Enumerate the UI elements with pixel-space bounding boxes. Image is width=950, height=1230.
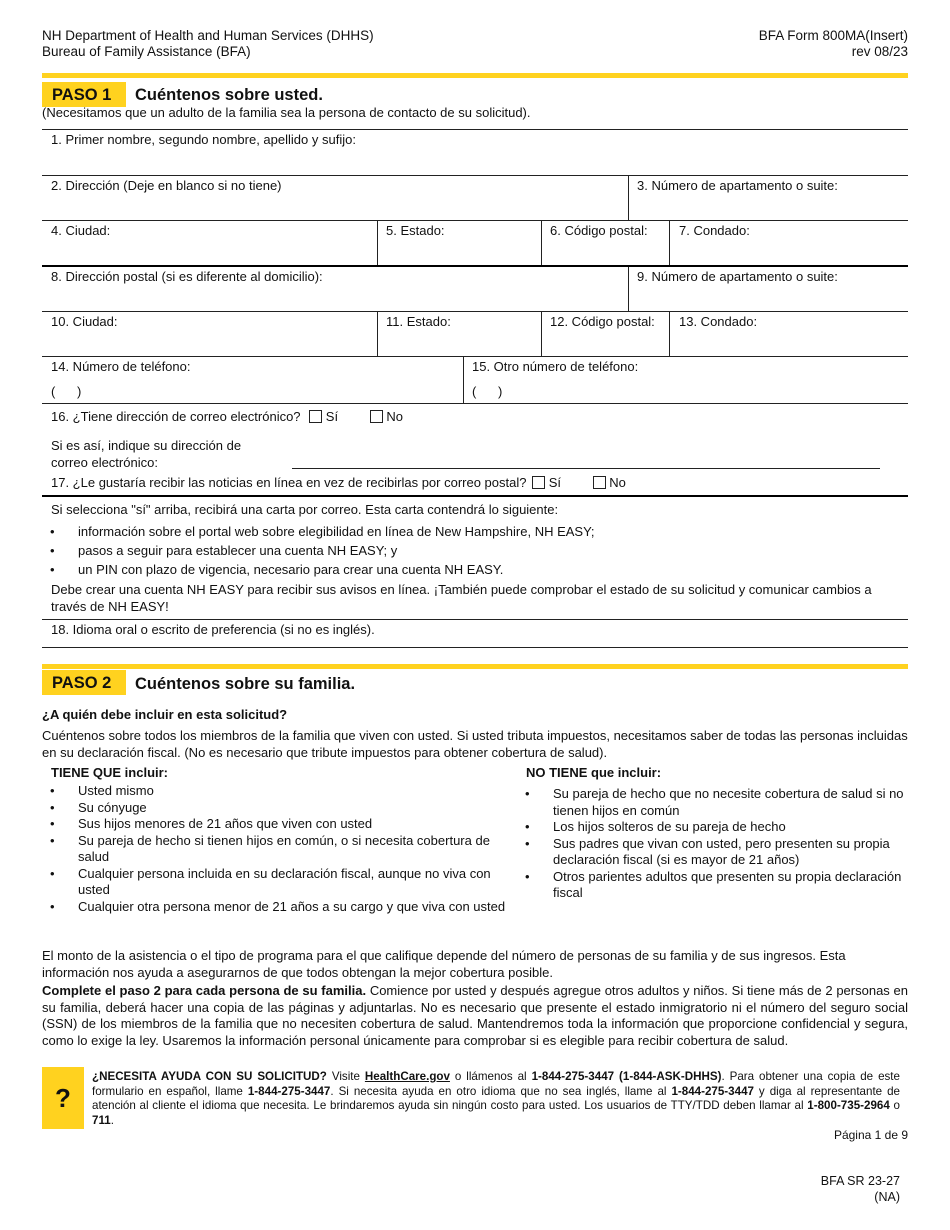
- field-zip[interactable]: 6. Código postal:: [550, 223, 648, 238]
- q16-no-checkbox[interactable]: [370, 410, 383, 423]
- field-other-phone[interactable]: ( ): [472, 384, 503, 399]
- form-rule: [42, 175, 908, 176]
- healthcare-gov-link[interactable]: HealthCare.gov: [364, 1070, 450, 1083]
- paso1-badge: PASO 1: [42, 82, 126, 107]
- form-rule: [42, 403, 908, 404]
- q16-yes-checkbox[interactable]: [309, 410, 322, 423]
- complete-bold: Complete el paso 2 para cada persona de su familia.: [42, 983, 367, 998]
- form-rule: [42, 619, 908, 620]
- exclude-list: [517, 786, 905, 902]
- q17-no-checkbox[interactable]: [593, 476, 606, 489]
- complete-text: [42, 983, 908, 1049]
- list-item: • Sus padres que vivan con usted, pero presenten su propia declaración fiscal (si es mayor de 21 años): [517, 836, 905, 869]
- header-agency: [42, 28, 374, 60]
- form-divider: [669, 311, 670, 357]
- list-item: • Los hijos solteros de su pareja de hecho: [517, 819, 905, 836]
- form-rule: [42, 495, 908, 497]
- complete-rest: Comience por usted y después agregue otros adultos y niños. Si tiene más de 2 personas en su familia, deberá hacer una copia de las páginas y adjuntarlas. No es necesario que presente el estado inmigratorio ni el número del seguro social (SSN) de los miembros de la familia que no necesiten cobertura de salud. Mantendremos toda la información que proporcione confidencial y segura, como lo exige la ley. Usaremos la información personal únicamente para comprobar si es elegible para recibir cobertura de salud.: [42, 983, 909, 1048]
- q17-yes-label: Sí: [548, 475, 562, 490]
- help-t3: . Para obtener una copia de este formulario en español, llame: [92, 1070, 900, 1098]
- field-other-phone-label: 15. Otro número de teléfono:: [472, 359, 639, 374]
- field-mailing-address[interactable]: 8. Dirección postal (si es diferente al domicilio):: [51, 269, 323, 284]
- form-rule: [42, 647, 908, 648]
- form-rule: [42, 220, 908, 221]
- form-divider: [377, 311, 378, 357]
- list-item: • Su pareja de hecho que no necesite cobertura de salud si no tienen hijos en común: [517, 786, 905, 819]
- field-full-name[interactable]: 1. Primer nombre, segundo nombre, apellido y sufijo:: [51, 132, 356, 147]
- email-prompt-line2: correo electrónico:: [51, 454, 158, 470]
- q17-no-label: No: [609, 475, 626, 490]
- footer-code: [821, 1173, 900, 1205]
- field-apt[interactable]: 3. Número de apartamento o suite:: [637, 178, 838, 193]
- paso1-subtitle: (Necesitamos que un adulto de la familia sea la persona de contacto de su solicitud).: [42, 105, 531, 120]
- help-text: [92, 1070, 900, 1128]
- amount-text: El monto de la asistencia o el tipo de programa para el que califique depende del número de personas de su familia y de sus ingresos. Esta información nos ayuda a asegurarnos de que todos obtengan la mejor cobertura posible.: [42, 948, 846, 980]
- email-input-line[interactable]: [292, 468, 880, 469]
- nh-easy-note: Debe crear una cuenta NH EASY para recibir sus avisos en línea. ¡También puede comprobar el estado de su solicitud y comunicar cambios a través de NH EASY!: [51, 582, 872, 614]
- include-list: [42, 783, 512, 915]
- q17-online-notices: [51, 475, 626, 490]
- field-state[interactable]: 5. Estado:: [386, 223, 445, 238]
- q17-label: 17. ¿Le gustaría recibir las noticias en línea en vez de recibirlas por correo postal?: [51, 475, 527, 490]
- help-t6: o: [889, 1099, 900, 1112]
- header-rev: rev 08/23: [851, 44, 908, 59]
- form-rule: [42, 265, 908, 267]
- help-t7: .: [110, 1113, 114, 1127]
- page-number: Página 1 de 9: [833, 1128, 908, 1142]
- q16-email: [51, 409, 403, 424]
- form-divider: [541, 311, 542, 357]
- include-heading: TIENE QUE incluir:: [51, 765, 169, 780]
- help-tty: 1-800-735-2964: [807, 1099, 890, 1112]
- help-question-icon: ?: [42, 1067, 84, 1129]
- form-divider: [541, 220, 542, 266]
- help-phone-spanish: 1-844-275-3447: [247, 1084, 331, 1098]
- si-note: Si selecciona "sí" arriba, recibirá una carta por correo. Esta carta contendrá lo siguiente:: [51, 502, 559, 517]
- header-dept: NH Department of Health and Human Services (DHHS): [42, 28, 374, 43]
- footer-na: (NA): [874, 1190, 900, 1204]
- header-form: BFA Form 800MA(Insert): [758, 28, 908, 43]
- list-item: • Sus hijos menores de 21 años que viven con usted: [42, 816, 512, 833]
- header-bureau: Bureau of Family Assistance (BFA): [42, 44, 251, 59]
- q16-no-label: No: [386, 409, 403, 424]
- help-phone-main: 1-844-275-3447 (1-844-ASK-DHHS): [531, 1070, 722, 1083]
- help-phone-language: 1-844-275-3447: [671, 1084, 754, 1098]
- paso2-title: Cuéntenos sobre su familia.: [135, 675, 356, 693]
- who-heading: ¿A quién debe incluir en esta solicitud?: [42, 707, 288, 722]
- q16-yes-label: Sí: [325, 409, 339, 424]
- help-t1: Visite: [326, 1070, 365, 1083]
- help-t4: . Si necesita ayuda en otro idioma que no sea inglés, llame al: [330, 1084, 672, 1098]
- list-item: • Su cónyuge: [42, 800, 512, 817]
- header-form-id: [759, 28, 908, 60]
- form-divider: [669, 220, 670, 266]
- email-prompt: [51, 438, 241, 471]
- field-mailing-state[interactable]: 11. Estado:: [386, 314, 451, 329]
- q17-yes-checkbox[interactable]: [532, 476, 545, 489]
- form-divider: [628, 175, 629, 221]
- form-divider: [377, 220, 378, 266]
- form-rule: [42, 356, 908, 357]
- list-item: • Su pareja de hecho si tienen hijos en común, o si necesita cobertura de salud: [42, 833, 512, 866]
- list-item: • un PIN con plazo de vigencia, necesario para crear una cuenta NH EASY.: [42, 562, 902, 579]
- field-mailing-county[interactable]: 13. Condado:: [679, 314, 758, 329]
- field-city[interactable]: 4. Ciudad:: [51, 223, 111, 238]
- footer-form-code: BFA SR 23-27: [820, 1174, 900, 1188]
- exclude-heading: NO TIENE que incluir:: [526, 765, 662, 780]
- paso2-badge: PASO 2: [42, 670, 126, 695]
- form-rule: [42, 311, 908, 312]
- field-mailing-city[interactable]: 10. Ciudad:: [51, 314, 118, 329]
- field-phone-label: 14. Número de teléfono:: [51, 359, 191, 374]
- field-county[interactable]: 7. Condado:: [679, 223, 750, 238]
- section-divider-bar: [42, 664, 908, 669]
- field-address[interactable]: 2. Dirección (Deje en blanco si no tiene): [51, 178, 282, 193]
- field-mailing-apt[interactable]: 9. Número de apartamento o suite:: [637, 269, 838, 284]
- list-item: • Cualquier otra persona menor de 21 años a su cargo y que viva con usted: [42, 899, 512, 916]
- field-phone[interactable]: ( ): [51, 384, 82, 399]
- help-tty-711: 711: [92, 1113, 111, 1127]
- list-item: • información sobre el portal web sobre elegibilidad en línea de New Hampshire, NH EASY;: [42, 524, 902, 541]
- who-text: Cuéntenos sobre todos los miembros de la familia que viven con usted. Si usted tributa impuestos, necesitamos saber de todas las personas incluidas en su declaración fiscal. (No es necesario que tribute impuestos para obtener cobertura de salud).: [42, 728, 908, 760]
- form-divider: [463, 356, 464, 403]
- help-q: ¿NECESITA AYUDA CON SU SOLICITUD?: [92, 1070, 327, 1083]
- field-preferred-language[interactable]: 18. Idioma oral o escrito de preferencia (si no es inglés).: [51, 622, 375, 637]
- field-mailing-zip[interactable]: 12. Código postal:: [550, 314, 655, 329]
- email-prompt-line1: Si es así, indique su dirección de: [51, 438, 242, 453]
- list-item: • Cualquier persona incluida en su declaración fiscal, aunque no viva con usted: [42, 866, 512, 899]
- form-rule: [42, 129, 908, 130]
- letter-contents-list: [42, 524, 902, 579]
- list-item: • pasos a seguir para establecer una cuenta NH EASY; y: [42, 543, 902, 560]
- help-t5: y diga al representante de atención al cliente el idioma que necesita. Le brindaremos ayuda sin ningún costo para usted. Los usuarios de TTY/TDD deben llamar al: [92, 1084, 900, 1112]
- section-divider-bar: [42, 73, 908, 78]
- form-divider: [628, 267, 629, 312]
- list-item: • Usted mismo: [42, 783, 512, 800]
- q16-label: 16. ¿Tiene dirección de correo electrónico?: [51, 409, 301, 424]
- help-t2: o llámenos al: [449, 1070, 532, 1083]
- paso1-title: Cuéntenos sobre usted.: [135, 86, 323, 104]
- list-item: • Otros parientes adultos que presenten su propia declaración fiscal: [517, 869, 905, 902]
